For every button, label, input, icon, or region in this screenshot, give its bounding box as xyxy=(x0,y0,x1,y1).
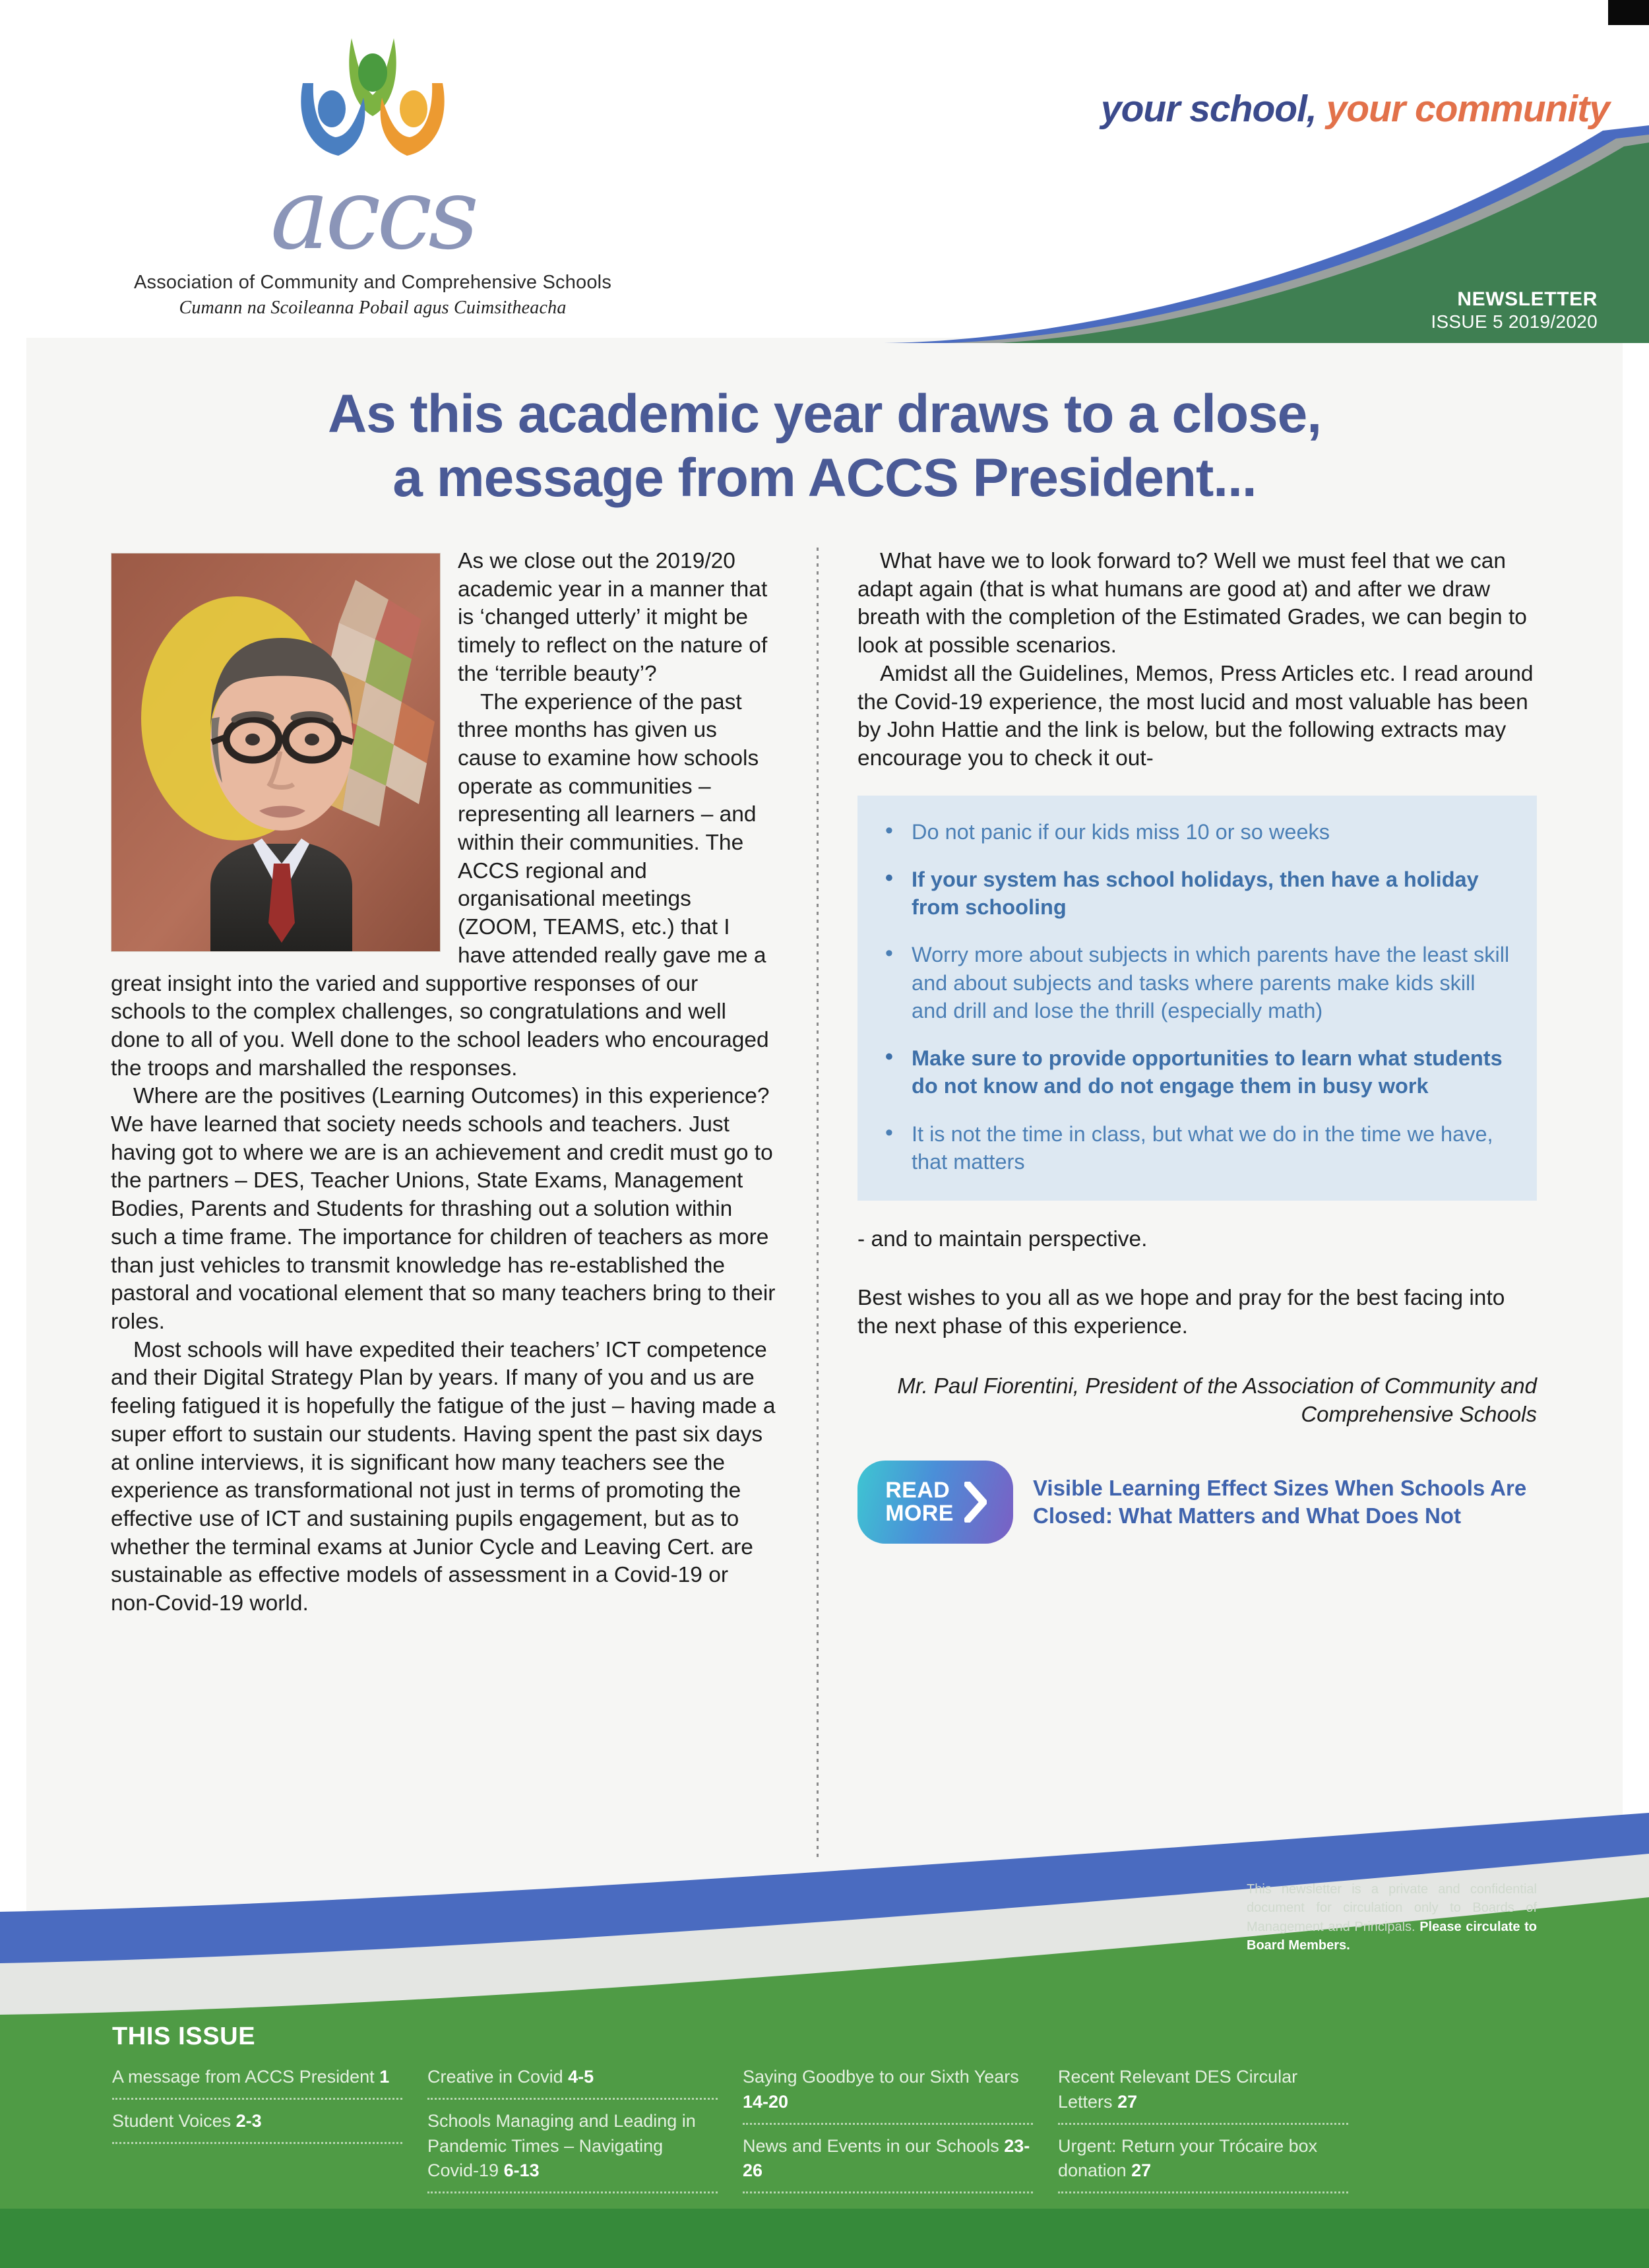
read-more-button-label xyxy=(885,1479,954,1526)
toc-entry-pages: 27 xyxy=(1117,2091,1138,2112)
best-wishes-paragraph: Best wishes to you all as we hope and pray for the best facing into the next phase of this experience. xyxy=(857,1285,1505,1339)
this-issue-heading: THIS ISSUE xyxy=(112,2023,256,2050)
accs-subtitle-english: Association of Community and Comprehensive Schools xyxy=(133,272,612,293)
toc-entry[interactable] xyxy=(1058,2134,1348,2194)
list-item: • It is not the time in class, but what we do in the time we have, that matters xyxy=(877,1120,1510,1176)
headline-line-2: a message from ACCS President... xyxy=(392,447,1257,508)
toc-entry-pages: 23-26 xyxy=(743,2135,1030,2181)
read-more-button[interactable] xyxy=(857,1461,1013,1544)
toc-entry[interactable] xyxy=(743,2134,1033,2194)
toc-entry-title: Saying Goodbye to our Sixth Years xyxy=(743,2067,1019,2087)
toc-column xyxy=(743,2065,1033,2203)
list-item: • If your system has school holidays, then have a holiday from schooling xyxy=(877,866,1510,922)
tagline xyxy=(1101,87,1609,131)
accs-logo xyxy=(122,26,623,319)
article-paragraph: What have we to look forward to? Well we must feel that we can adapt again (that is what humans are good at) and after we draw breath with the completion of the Estimated Grades, we can begin to look at possible scenarios. xyxy=(857,549,1527,658)
tagline-part-school: your school, xyxy=(1100,88,1317,130)
article-paragraph: As we close out the 2019/20 academic year in a manner that is ‘changed utterly’ it might be timely to reflect on the nature of the ‘terrible beauty’? xyxy=(458,549,768,686)
toc-entry[interactable] xyxy=(112,2065,402,2100)
toc-entry-pages: 1 xyxy=(379,2067,390,2087)
toc-entry-title: News and Events in our Schools xyxy=(743,2135,999,2156)
toc-entry-title: A message from ACCS President xyxy=(112,2067,375,2087)
toc-entry-pages: 27 xyxy=(1131,2160,1152,2181)
author-signature: Mr. Paul Fiorentini, President of the Association of Community and Comprehensive Schools xyxy=(897,1373,1537,1427)
toc-entry[interactable] xyxy=(112,2109,402,2144)
list-item: • Make sure to provide opportunities to learn what students do not know and do not engage them in busy work xyxy=(877,1044,1510,1100)
accs-wordmark: accs xyxy=(270,157,476,272)
toc-column xyxy=(1058,2065,1348,2203)
headline-line-1: As this academic year draws to a close, xyxy=(327,384,1322,444)
read-more-line-1: READ xyxy=(885,1477,950,1503)
confidentiality-emphasis: Please circulate to Board Members. xyxy=(1247,1919,1537,1953)
article-paragraph: The experience of the past three months has given us cause to examine how schools operate as communities – representing all learners – and within their communities. The ACCS regional and organisational meetings (ZOOM, TEAMS, etc.) that I have attended really gave me a great insight into the varied and supportive responses of our schools to the complex challenges, so congratulations and well done to all of you. Well done to the school leaders who encouraged the troops and marshalled the responses. xyxy=(111,689,769,1081)
scan-artifact xyxy=(1608,0,1649,25)
toc-entry[interactable] xyxy=(1058,2065,1348,2125)
tagline-part-community: your community xyxy=(1316,88,1609,130)
column-divider xyxy=(817,548,819,1860)
toc-entry-pages: 4-5 xyxy=(568,2067,594,2087)
newsletter-issue: ISSUE 5 2019/2020 xyxy=(1431,311,1598,332)
table-of-contents xyxy=(112,2065,1530,2203)
list-item: • Worry more about subjects in which parents have the least skill and about subjects and tasks where parents make kids skill and drill and lose the thrill (especially math) xyxy=(877,941,1510,1024)
newsletter-meta xyxy=(1431,288,1598,332)
read-more-line-2: MORE xyxy=(885,1501,954,1527)
toc-entry[interactable] xyxy=(743,2065,1033,2125)
closing-line: - and to maintain perspective. xyxy=(857,1227,1148,1252)
read-more-link-title[interactable]: Visible Learning Effect Sizes When Schools Are Closed: What Matters and What Does Not xyxy=(1033,1476,1527,1528)
hattie-extracts-list xyxy=(877,818,1510,1176)
toc-entry[interactable] xyxy=(427,2065,718,2100)
article-paragraph: Where are the positives (Learning Outcomes) in this experience? We have learned that society needs schools and teachers. Just having got to where we are is an achievement and credit must go to the partners – DES, Teacher Unions, State Exams, Management Bodies, Parents and Students for thrashing out a solution within such a time frame. The importance for children of teachers as more than just vehicles to transmit knowledge has re-established the pastoral and vocational element that so many teachers bring to their roles. xyxy=(111,1084,776,1334)
article-right-column xyxy=(857,548,1537,1544)
confidentiality-text: This newsletter is a private and confidential document for circulation only to Boards of Management and Principals. xyxy=(1247,1882,1537,1934)
toc-entry-pages: 6-13 xyxy=(503,2160,540,2181)
president-portrait-photo xyxy=(111,553,441,952)
toc-column xyxy=(112,2065,402,2203)
toc-entry[interactable] xyxy=(427,2109,718,2193)
page-header xyxy=(0,0,1649,343)
toc-entry-pages: 14-20 xyxy=(743,2091,789,2112)
article-left-column xyxy=(111,548,777,1618)
page-footer xyxy=(0,1813,1649,2268)
chevron-right-icon xyxy=(964,1482,987,1523)
article-paragraph: Most schools will have expedited their teachers’ ICT competence and their Digital Strategy Plan by years. If many of you and us are feeling fatigued it is hopefully the fatigue of the just – having made a super effort to sustain our students. Having spent the past six days at online interviews, it is significant how many teachers see the experience as transformational not just in terms of promoting the effective use of ICT and sustaining pupils engagement, but as to whether the terminal exams at Junior Cycle and Leaving Cert. are sustainable as effective models of assessment in a Covid-19 or non-Covid-19 world. xyxy=(111,1337,776,1616)
toc-entry-pages: 2-3 xyxy=(235,2110,262,2131)
accs-subtitle-irish: Cumann na Scoileanna Pobail agus Cuimsitheacha xyxy=(179,298,567,318)
page-title xyxy=(0,383,1649,511)
article-paragraph: Amidst all the Guidelines, Memos, Press Articles etc. I read around the Covid-19 experience, the most lucid and most valuable has been by John Hattie and the link is below, but the following extracts may encourage you to check it out- xyxy=(857,661,1534,771)
toc-entry-title: Creative in Covid xyxy=(427,2067,563,2087)
list-item: • Do not panic if our kids miss 10 or so weeks xyxy=(877,818,1510,846)
toc-entry-title: Schools Managing and Leading in Pandemic Times – Navigating Covid-19 xyxy=(427,2110,696,2181)
toc-entry-title: Urgent: Return your Trócaire box donation xyxy=(1058,2135,1318,2181)
toc-column xyxy=(427,2065,718,2203)
accs-logo-icon xyxy=(274,26,472,178)
newsletter-label: NEWSLETTER xyxy=(1457,288,1598,310)
read-more-row[interactable] xyxy=(857,1461,1537,1544)
hattie-extracts-box xyxy=(857,796,1537,1201)
toc-entry-title: Recent Relevant DES Circular Letters xyxy=(1058,2067,1298,2112)
confidentiality-notice xyxy=(1247,1880,1537,1955)
toc-entry-title: Student Voices xyxy=(112,2110,232,2131)
